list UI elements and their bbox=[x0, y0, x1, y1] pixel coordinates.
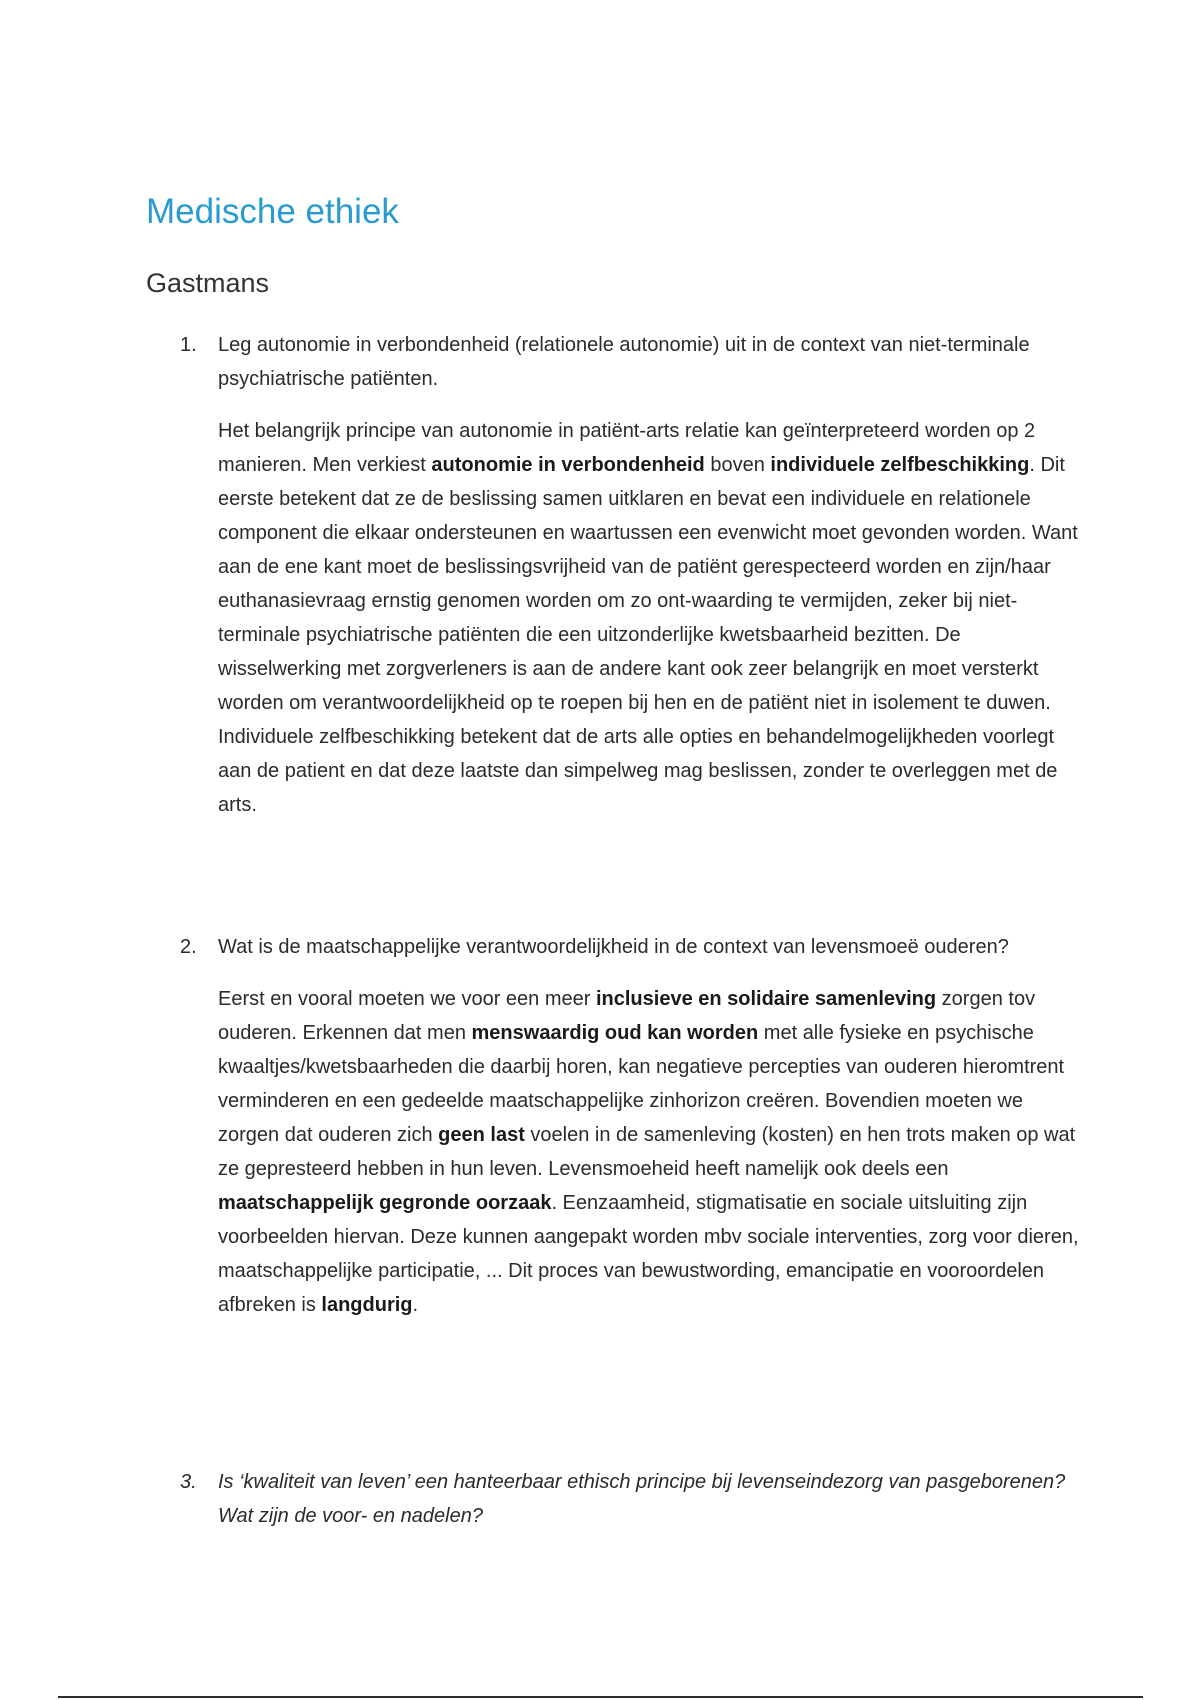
answer-text: met alle fysieke en psychische kwaaltjes/kwetsbaarheden die daarbij horen, kan negatieve percepties van ouderen hieromtrent verminderen en een gedeelde maatschappelijke zinhorizon creëren. Bovendien moeten we zorgen dat ouderen zich bbox=[218, 1022, 1065, 1146]
question-number: 1. bbox=[180, 334, 197, 356]
answer-text: . Dit eerste betekent dat ze de beslissing samen uitklaren en bevat een individuele en relationele component die elkaar ondersteunen en waartussen een evenwicht moet gevonden worden. Want aan de ene kant moet de beslissingsvrijheid van de patiënt gerespecteerd worden en zijn/haar euthanasievraag ernstig genomen worden om zo ont-waarding te vermijden, zeker bij niet-terminale psychiatrische patiënten die een uitzonderlijke kwetsbaarheid bezitten. De wisselwerking met zorgverleners is aan de andere kant ook zeer belangrijk en moet versterkt worden om verantwoordelijkheid op te roepen bij hen en de patiënt niet in isolement te duwen. Individuele zelfbeschikking betekent dat de arts alle opties en behandelmogelijkheden voorlegt aan de patient en dat deze laatste dan simpelweg mag beslissen, zonder te overleggen met de arts. bbox=[218, 454, 1078, 816]
emphasis-text: maatschappelijk gegronde oorzaak bbox=[218, 1192, 552, 1214]
answer-text: . bbox=[412, 1294, 419, 1316]
question-number: 3. bbox=[180, 1471, 197, 1493]
question-text: Leg autonomie in verbondenheid (relationele autonomie) uit in de context van niet-terminale psychiatrische patiënten. bbox=[218, 334, 1030, 390]
emphasis-text: individuele zelfbeschikking bbox=[770, 454, 1030, 476]
emphasis-text: inclusieve en solidaire samenleving bbox=[595, 988, 937, 1010]
answer-paragraph bbox=[218, 414, 1080, 822]
question-number: 2. bbox=[180, 936, 197, 958]
answer-text: . Eenzaamheid, stigmatisatie en sociale uitsluiting zijn voorbeelden hiervan. Deze kunnen aangepakt worden mbv sociale interventies, zorg voor dieren, maatschappelijke participatie, ... Dit proces van bewustwording, emancipatie en vooroordelen afbreken is bbox=[218, 1192, 1079, 1316]
section-heading: Gastmans bbox=[146, 268, 270, 298]
page-divider bbox=[58, 1696, 1143, 1698]
page-title: Medische ethiek bbox=[146, 192, 399, 231]
answer-text: Het belangrijk principe van autonomie in patiënt-arts relatie kan geïnterpreteerd worden op 2 manieren. Men verkiest bbox=[218, 420, 1036, 476]
emphasis-text: langdurig bbox=[321, 1294, 413, 1316]
emphasis-text: geen last bbox=[438, 1124, 525, 1146]
question-1 bbox=[180, 328, 1080, 822]
answer-paragraph bbox=[218, 982, 1080, 1322]
question-2 bbox=[180, 930, 1080, 1322]
question-text: Wat is de maatschappelijke verantwoordelijkheid in de context van levensmoeë ouderen? bbox=[218, 936, 1009, 958]
question-3 bbox=[180, 1465, 1080, 1533]
answer-text: zorgen tov ouderen. Erkennen dat men bbox=[218, 988, 1036, 1044]
emphasis-text: menswaardig oud kan worden bbox=[471, 1022, 759, 1044]
answer-text: boven bbox=[704, 454, 771, 476]
answer-text: Eerst en vooral moeten we voor een meer bbox=[218, 988, 596, 1010]
emphasis-text: autonomie in verbondenheid bbox=[431, 454, 705, 476]
answer-text: voelen in de samenleving (kosten) en hen trots maken op wat ze gepresteerd hebben in hun leven. Levensmoeheid heeft namelijk ook deels een bbox=[218, 1124, 1076, 1180]
question-text: Is ‘kwaliteit van leven’ een hanteerbaar ethisch principe bij levenseindezorg van pasgeborenen? Wat zijn de voor- en nadelen? bbox=[218, 1471, 1066, 1527]
